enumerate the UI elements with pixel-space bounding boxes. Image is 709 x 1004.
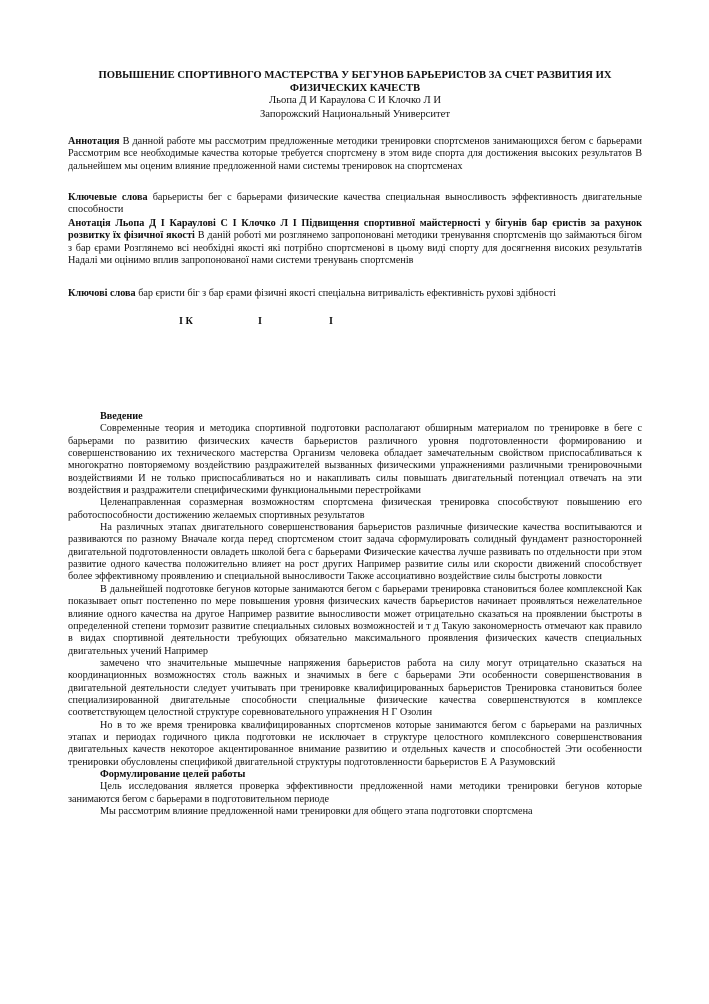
annotation-ru-label: Аннотация xyxy=(68,136,120,147)
ik-letter-2: І xyxy=(258,316,262,327)
keywords-ua-text: бар єристи біг з бар єрами фізичні якості спеціальна витривалість ефективність рухові здібності xyxy=(135,288,557,299)
ik-letter-3: І xyxy=(329,316,333,327)
authors-line: Льопа Д И Караулова С И Клочко Л И xyxy=(269,95,441,106)
paragraph-6: Но в то же время тренировка квалифицированных спортсменов которые занимаются бегом с барьерами на различных этапах и периодах годичного цикла подготовки не исключает в структуре целостного комплексного совершенствования двигательных качеств некоторое акцентированное внимание развитию и отдельных качеств и способностей Эти особенности тренировки обусловлены спецификой двигательной структуры подготовленности барьеристов Е А Разумовский xyxy=(68,719,642,768)
annotation-ua xyxy=(68,218,642,267)
paragraph-7: Цель исследования является проверка эффективности предложенной нами методики тренировки бегунов которые занимаются бегом с барьерами в подготовительном периоде xyxy=(68,781,642,805)
keywords-ru-text: барьеристы бег с барьерами физические качества специальная выносливость эффективность двигательные способности xyxy=(68,192,642,216)
keywords-ru xyxy=(68,192,642,217)
paragraph-2: Целенаправленная соразмерная возможностям спортсмена физическая тренировка способствуют повышению его работоспособности достижению желаемых спортивных результатов xyxy=(68,497,642,521)
ik-letter-1: І К xyxy=(179,316,193,327)
keywords-ua xyxy=(68,288,642,300)
keywords-ua-label: Ключові слова xyxy=(68,288,136,299)
annotation-ua-text: В даній роботі ми розглянемо запропоновані методики тренування спортсменів що займаються бігом з бар єрами Розглянемо всі необхідні якості які потрібно спортсменові в цьому виді спорту для досягнення високих результатів Надалі ми оцінимо вплив запропонованої нами системи тренувань спортсменів xyxy=(68,230,642,267)
keywords-ru-label: Ключевые слова xyxy=(68,192,148,203)
annotation-ru xyxy=(68,136,642,173)
affiliation-line: Запорожский Национальный Университет xyxy=(260,109,450,120)
section-heading-intro: Введение xyxy=(100,411,143,422)
paragraph-8: Мы рассмотрим влияние предложенной нами тренировки для общего этапа подготовки спортсмена xyxy=(100,806,533,817)
paragraph-3: На различных этапах двигательного совершенствования барьеристов различные физические качества воспитываются и развиваются по разному Вначале когда перед спортсменом стоит задача сформулировать солидный фундамент разносторонней двигательной подготовленности овладеть школой бега с барьерами Физические качества лучше развивать по отдельности при этом развитие одного качества положительно влияет на рост других Например развитие силы или скорости движений способствует более эффективному проявлению и специальной выносливости Также ассоциативно воздействие силы быстроты ловкости xyxy=(68,522,642,583)
section-heading-goals: Формулирование целей работы xyxy=(100,768,246,780)
annotation-ru-text: В данной работе мы рассмотрим предложенные методики тренировки спортсменов занимающихся бегом с барьерами Рассмотрим все необходимые качества которые требуется спортсмену в этом виде спорта для достижения высоких результатов В дальнейшем мы оценим влияние предложенной нами системы тренировок на спортсменах xyxy=(68,136,642,172)
paragraph-5: замечено что значительные мышечные напряжения барьеристов работа на силу могут отрицательно сказаться на координационных возможностях столь важных и значимых в беге с барьерами Эти особенности совершенствования в двигательной деятельности следует учитывать при тренировке квалифицированных барьеристов Тренировка становиться более специализированной двигательные способности специальные физические качества совершенствуются в комплексе соответствующем целостной структуре соревновательного упражнения Н Г Озолин xyxy=(68,657,642,719)
annotation-ua-heading: Анотація Льопа Д І Караулові С І Клочко Л І Підвищення спортивної майстерності у бігунів бар єристів за рахунок розвитку їх фізичної якості xyxy=(68,218,642,242)
paragraph-4: В дальнейшей подготовке бегунов которые занимаются бегом с барьерами тренировка становиться более комплексной Как показывает опыт постепенно по мере повышения уровня физических качеств барьеристов начинает проявляться нежелательное влияние одного качества на другое Например развитие выносливости может отрицательно сказаться на проявлении быстроты в определенной степени тормозит развитие специальных силовых возможностей и т д Такую закономерность отмечают как правило в видах спортивной деятельности требующих обязательно максимального проявления физических качеств специальных двигательных учений Например xyxy=(68,583,642,657)
paragraph-1: Современные теория и методика спортивной подготовки располагают обширным материалом по тренировке в беге с барьерами по развитию физических качеств барьеристов различного уровня подготовленности формированию и совершенствованию их технического мастерства Организм человека обладает замечательным свойством приспосабливаться к многократно повторяемому воздействию раздражителей вызванных физическими упражнениями различными тренировочными воздействиями И не только приспосабливаться но и накапливать силы повышать двигательный потенциал отвечать на эти воздействия и раздражители специфическими функциональными перестройками xyxy=(68,423,642,497)
paper-body xyxy=(68,411,642,818)
paper-title: ПОВЫШЕНИЕ СПОРТИВНОГО МАСТЕРСТВА У БЕГУНОВ БАРЬЕРИСТОВ ЗА СЧЕТ РАЗВИТИЯ ИХ ФИЗИЧЕСКИХ КАЧЕСТВ xyxy=(98,70,612,94)
